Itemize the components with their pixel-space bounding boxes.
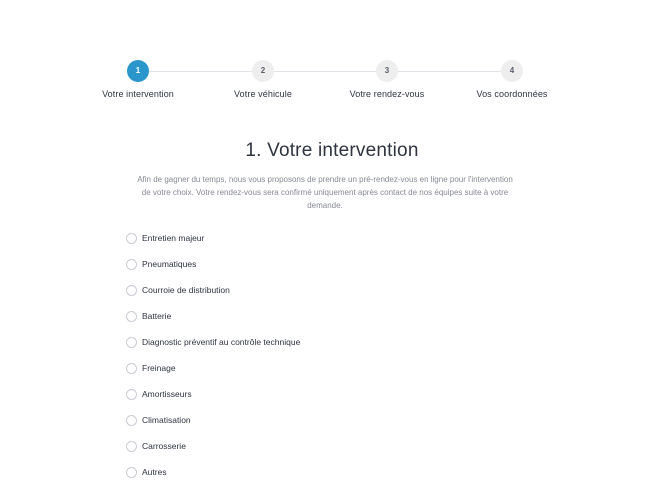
radio-button[interactable] — [126, 415, 137, 426]
step-number: 4 — [501, 60, 523, 82]
option-label: Freinage — [142, 363, 176, 373]
option-label: Carrosserie — [142, 441, 186, 451]
step-label: Vos coordonnées — [476, 89, 548, 99]
option-pneumatiques[interactable] — [126, 257, 300, 283]
radio-button[interactable] — [126, 363, 137, 374]
step-number: 2 — [252, 60, 274, 82]
option-freinage[interactable] — [126, 361, 300, 387]
option-entretien-majeur[interactable] — [126, 231, 300, 257]
option-label: Pneumatiques — [142, 259, 197, 269]
option-label: Entretien majeur — [142, 233, 205, 243]
option-batterie[interactable] — [126, 309, 300, 335]
option-courroie-de-distribution[interactable] — [126, 283, 300, 309]
option-diagnostic-preventif[interactable] — [126, 335, 300, 361]
option-carrosserie[interactable] — [126, 439, 300, 465]
option-label: Climatisation — [142, 415, 191, 425]
page-title: 1. Votre intervention — [245, 140, 419, 161]
option-label: Diagnostic préventif au contrôle technique — [142, 337, 301, 347]
option-label: Batterie — [142, 311, 172, 321]
step-3-votre-rendez-vous[interactable] — [317, 58, 457, 99]
step-4-vos-coordonnees[interactable] — [442, 58, 582, 99]
intro-text: Afin de gagner du temps, nous vous proposons de prendre un pré-rendez-vous en ligne pour l'intervention de votre choix. Votre rendez-vous sera confirmé uniquement après contact de nos équipes suite à votre demande. — [137, 175, 513, 210]
radio-button[interactable] — [126, 337, 137, 348]
step-2-votre-vehicule[interactable] — [193, 58, 333, 99]
radio-button[interactable] — [126, 311, 137, 322]
radio-button[interactable] — [126, 389, 137, 400]
radio-button[interactable] — [126, 441, 137, 452]
option-climatisation[interactable] — [126, 413, 300, 439]
step-label: Votre intervention — [102, 89, 174, 99]
step-1-votre-intervention[interactable] — [68, 58, 208, 99]
option-amortisseurs[interactable] — [126, 387, 300, 413]
radio-button[interactable] — [126, 233, 137, 244]
option-autres[interactable] — [126, 465, 300, 491]
radio-button[interactable] — [126, 285, 137, 296]
option-label: Autres — [142, 467, 167, 477]
step-label: Votre véhicule — [234, 89, 292, 99]
step-label: Votre rendez-vous — [349, 89, 425, 99]
option-label: Courroie de distribution — [142, 285, 230, 295]
radio-button[interactable] — [126, 259, 137, 270]
progress-stepper — [0, 58, 664, 108]
radio-button[interactable] — [126, 467, 137, 478]
step-number: 3 — [376, 60, 398, 82]
option-label: Amortisseurs — [142, 389, 192, 399]
step-number: 1 — [127, 60, 149, 82]
intervention-options-list — [126, 231, 300, 491]
